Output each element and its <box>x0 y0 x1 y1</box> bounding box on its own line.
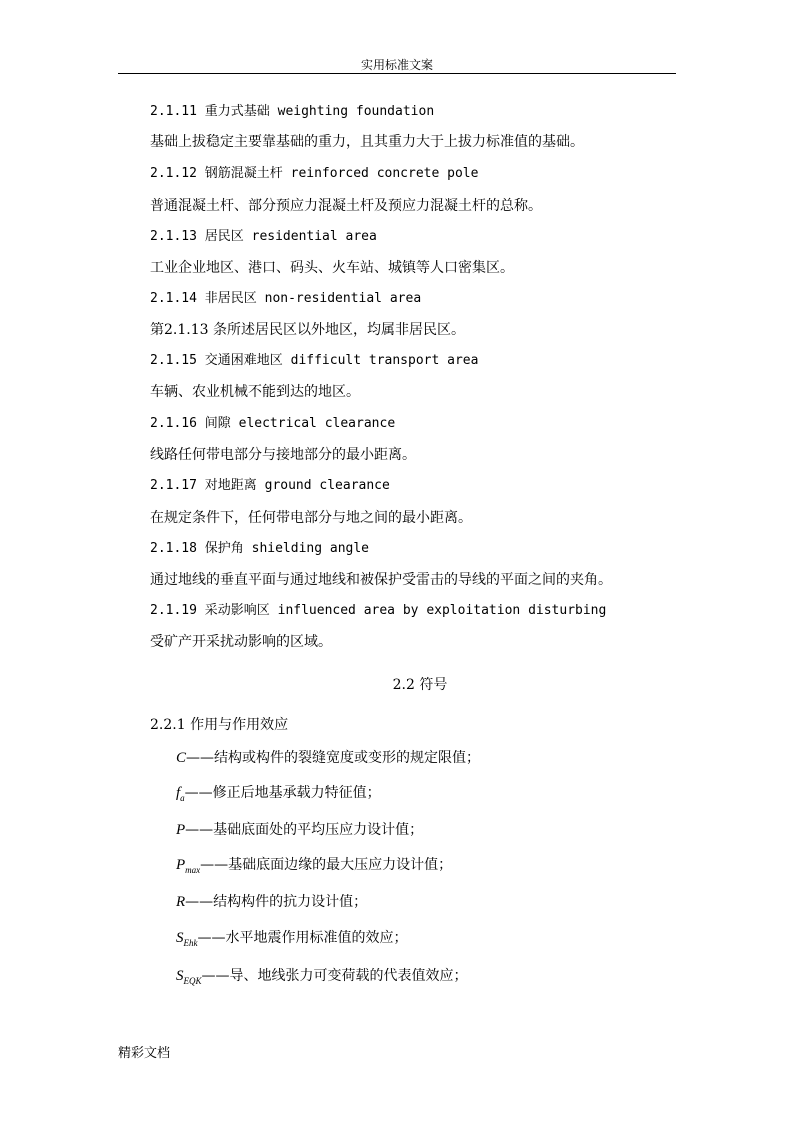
header-rule <box>118 73 676 74</box>
symbol-entry <box>176 783 381 808</box>
definition-desc: 第2.1.13 条所述居民区以外地区，均属非居民区。 <box>150 322 465 338</box>
symbol-entry <box>176 820 423 840</box>
definition-term: 2.1.12 钢筋混凝土杆 reinforced concrete pole <box>150 166 479 181</box>
symbol: $S_{EQK}$ <box>176 968 202 986</box>
symbol-desc: ——结构构件的抗力设计值； <box>185 894 368 910</box>
definition-term: 2.1.15 交通困难地区 difficult transport area <box>150 353 479 368</box>
definition-term: 2.1.16 间隙 electrical clearance <box>150 416 396 431</box>
definition-desc: 受矿产开采扰动影响的区域。 <box>150 634 332 650</box>
definition-desc: 通过地线的垂直平面与通过地线和被保护受雷击的导线的平面之间的夹角。 <box>150 572 612 588</box>
symbol-desc: ——基础底面边缘的最大压应力设计值； <box>200 857 453 873</box>
page-header: 实用标准文案 <box>360 58 433 72</box>
definition-term: 2.1.18 保护角 shielding angle <box>150 541 370 556</box>
symbol: $S_{Ehk}$ <box>176 930 198 948</box>
symbol: C <box>176 750 187 766</box>
symbol-desc: ——修正后地基承载力特征值； <box>184 785 381 801</box>
definition-desc: 在规定条件下，任何带电部分与地之间的最小距离。 <box>150 510 472 526</box>
definition-term: 2.1.11 重力式基础 weighting foundation <box>150 104 435 119</box>
symbol-desc: ——水平地震作用标准值的效应； <box>197 930 408 946</box>
symbol-desc: ——结构或构件的裂缝宽度或变形的规定限值； <box>186 750 481 766</box>
symbol-entry <box>176 966 468 991</box>
definition-desc: 线路任何带电部分与接地部分的最小距离。 <box>150 447 416 463</box>
definition-desc: 车辆、农业机械不能到达的地区。 <box>150 384 360 400</box>
symbol-desc: ——基础底面处的平均压应力设计值； <box>185 822 424 838</box>
definition-term: 2.1.19 采动影响区 influenced area by exploitation disturbing <box>150 603 607 618</box>
symbol-entry <box>176 892 367 912</box>
definition-term: 2.1.17 对地距离 ground clearance <box>150 478 390 493</box>
definition-desc: 工业企业地区、港口、码头、火车站、城镇等人口密集区。 <box>150 260 514 276</box>
symbol: $f_a$ <box>176 785 185 803</box>
symbol: R <box>176 894 186 910</box>
page-footer: 精彩文档 <box>118 1046 171 1061</box>
symbol-desc: ——导、地线张力可变荷载的代表值效应； <box>201 968 468 984</box>
subsection-title: 2.2.1 作用与作用效应 <box>150 717 289 733</box>
definition-desc: 基础上拔稳定主要靠基础的重力，且其重力大于上拔力标准值的基础。 <box>150 134 584 150</box>
symbol-entry <box>176 748 480 768</box>
definition-desc: 普通混凝土杆、部分预应力混凝土杆及预应力混凝土杆的总称。 <box>150 198 542 214</box>
section-title: 2.2 符号 <box>392 677 448 693</box>
symbol-entry <box>176 928 408 953</box>
symbol-entry <box>176 855 452 880</box>
definition-term: 2.1.14 非居民区 non-residential area <box>150 291 422 306</box>
definition-term: 2.1.13 居民区 residential area <box>150 229 377 244</box>
symbol: $P_{max}$ <box>176 857 201 875</box>
symbol: P <box>176 822 186 838</box>
